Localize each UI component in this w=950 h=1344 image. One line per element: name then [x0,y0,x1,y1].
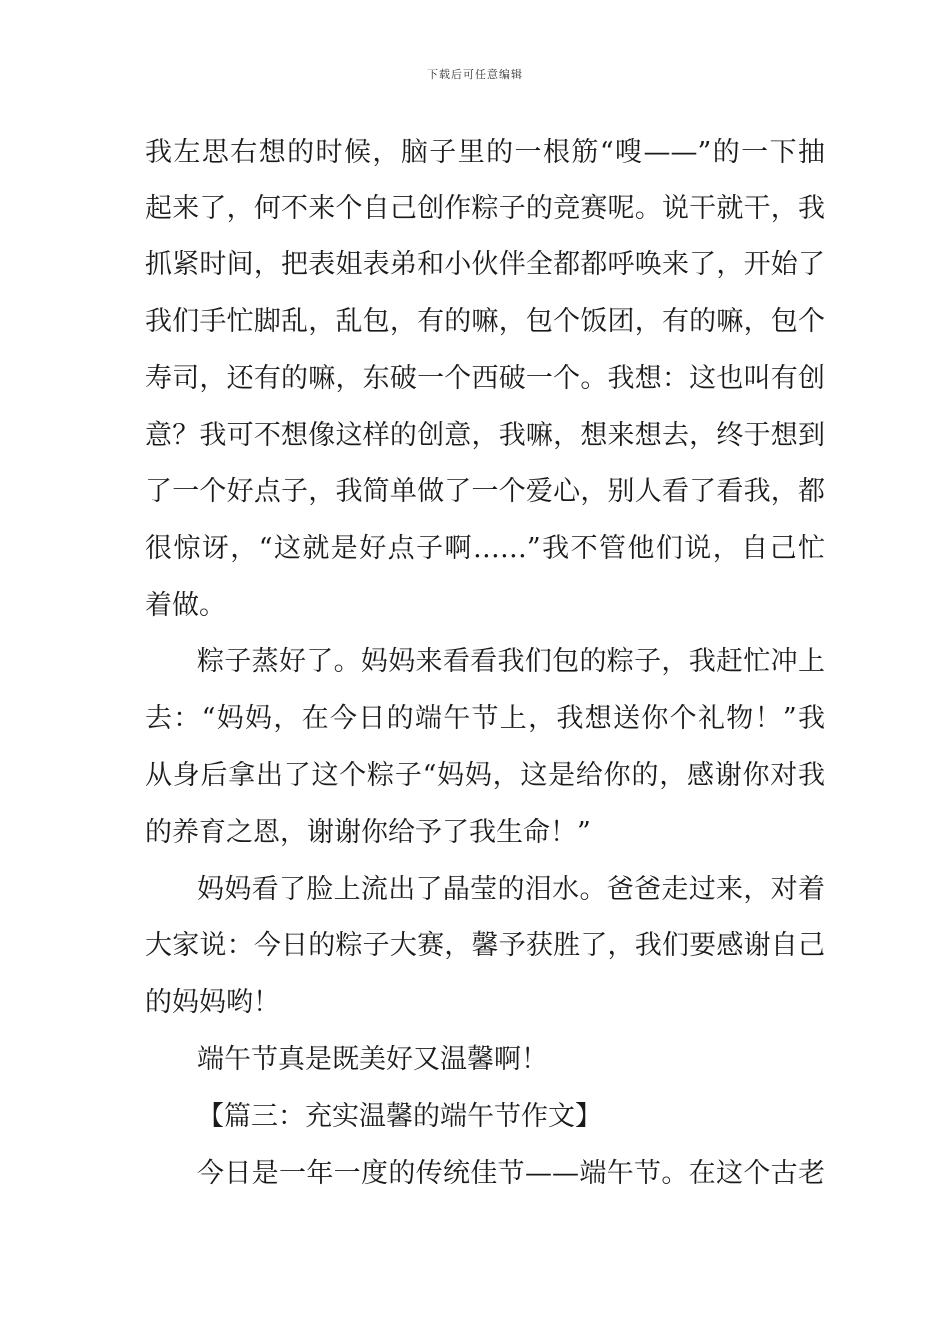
text-line: 意？我可不想像这样的创意，我嘛，想来想去，终于想到 [145,420,825,451]
text-line: 起来了，何不来个自己创作粽子的竞赛呢。说干就干，我 [145,193,825,224]
text-line: 我左思右想的时候，脑子里的一根筋“嗖——”的一下抽 [145,137,825,168]
paragraph-first-line: 粽子蒸好了。妈妈来看看我们包的粽子，我赶忙冲上 [197,646,825,677]
text-line: 的妈妈哟！ [145,987,280,1018]
text-line: 抓紧时间，把表姐表弟和小伙伴全都都呼唤来了，开始了 [145,249,825,280]
paragraph-first-line: 今日是一年一度的传统佳节——端午节。在这个古老 [197,1158,825,1189]
header-note: 下载后可任意编辑 [427,68,523,81]
text-line: 大家说：今日的粽子大赛，馨予获胜了，我们要感谢自己 [145,930,825,961]
text-line: 很惊讶，“这就是好点子啊……”我不管他们说，自己忙 [145,533,825,564]
text-line: 寿司，还有的嘛，东破一个西破一个。我想：这也叫有创 [145,363,825,394]
text-line: 着做。 [145,590,226,621]
text-line: 从身后拿出了这个粽子“妈妈，这是给你的，感谢你对我 [145,760,825,791]
text-line: 的养育之恩，谢谢你给予了我生命！” [145,817,591,848]
text-line: 去：“妈妈，在今日的端午节上，我想送你个礼物！”我 [145,703,825,734]
section-heading: 【篇三：充实温馨的端午节作文】 [197,1101,602,1132]
paragraph-first-line: 妈妈看了脸上流出了晶莹的泪水。爸爸走过来，对着 [197,874,825,905]
text-line: 我们手忙脚乱，乱包，有的嘛，包个饭团，有的嘛，包个 [145,306,825,337]
text-line: 了一个好点子，我简单做了一个爱心，别人看了看我，都 [145,476,825,507]
paragraph-first-line: 端午节真是既美好又温馨啊！ [197,1044,548,1075]
